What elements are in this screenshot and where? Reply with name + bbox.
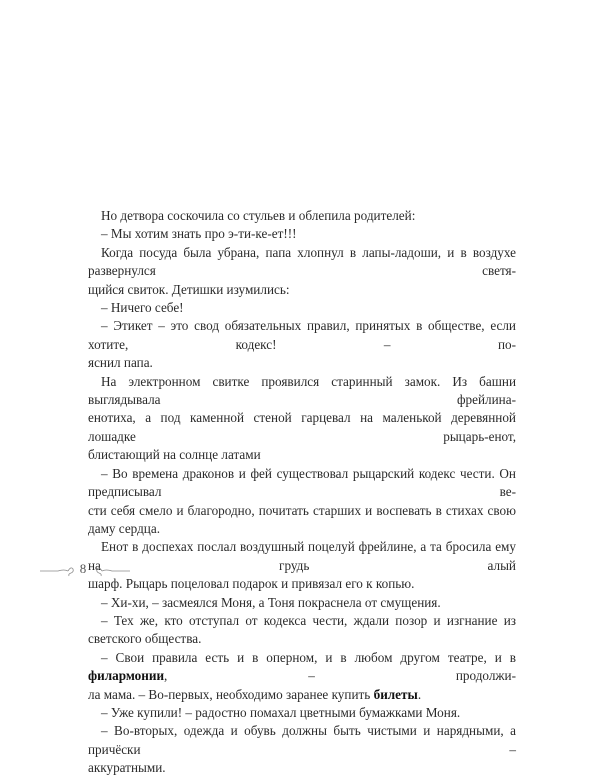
paragraph-1: [88, 207, 516, 225]
paragraph-3: [88, 244, 516, 299]
text-run: ла мама. – Во-первых, необходимо заранее купить: [88, 686, 374, 702]
page-number: 8: [79, 561, 87, 576]
text-line: Когда посуда была убрана, папа хлопнул в лапы-ладоши, и в воздухе развернулся светя-: [88, 244, 516, 279]
page-text: [88, 207, 516, 778]
text-line: – Мы хотим знать про э-ти-ке-ет!!!: [101, 226, 297, 242]
text-run: , – продолжи-: [164, 668, 516, 684]
text-line: щийся свиток. Детишки изумились:: [88, 281, 290, 297]
text-run: – Свои правила есть и в оперном, и в любом другом театре, и в: [101, 649, 516, 665]
paragraph-2: [88, 225, 516, 243]
text-line: [88, 686, 516, 704]
text-line: На электронном свитке проявился старинный замок. Из башни выглядывала фрейлина-: [88, 373, 516, 408]
text-line: – Хи-хи, – засмеялся Моня, а Тоня покраснела от смущения.: [101, 594, 441, 610]
text-line: [88, 649, 516, 686]
text-line: – Уже купили! – радостно помахал цветными бумажками Моня.: [101, 704, 461, 720]
page-footer: [40, 560, 130, 580]
text-line: – Тех же, кто отступал от кодекса чести, ждали позор и изгнание из светского общества.: [88, 612, 516, 647]
paragraph-9: [88, 594, 516, 612]
paragraph-6: [88, 373, 516, 465]
text-run: .: [417, 686, 422, 702]
text-line: – Во-вторых, одежда и обувь должны быть чистыми и нарядными, а причёски –: [88, 723, 516, 757]
paragraph-11: [88, 649, 516, 704]
text-line: – Во времена драконов и фей существовал рыцарский кодекс чести. Он предписывал ве-: [88, 465, 516, 500]
text-line: – Этикет – это свод обязательных правил, принятых в обществе, если хотите, кодекс! – по-: [88, 318, 516, 352]
paragraph-7: [88, 465, 516, 539]
text-line: сти себя смело и благородно, почитать старших и воспевать в стихах свою даму сердца.: [88, 502, 516, 536]
paragraph-10: [88, 612, 516, 649]
text-line: шарф. Рыцарь поцеловал подарок и привязал его к копью.: [88, 576, 415, 592]
bold-term: филармонии: [88, 668, 165, 684]
bold-term: билеты: [373, 686, 418, 702]
text-line: енотиха, а под каменной стеной гарцевал на маленькой деревянной лошадке рыцарь-енот,: [88, 410, 516, 444]
text-line: аккуратными.: [88, 760, 166, 776]
paragraph-5: [88, 317, 516, 372]
paragraph-12: [88, 704, 516, 722]
paragraph-4: [88, 299, 516, 317]
text-line: – Ничего себе!: [101, 300, 184, 316]
text-line: Енот в доспехах послал воздушный поцелуй фрейлине, а та бросила ему на грудь алый: [88, 539, 516, 573]
paragraph-8: [88, 538, 516, 593]
text-line: яснил папа.: [88, 355, 153, 371]
text-line: Но детвора соскочила со стульев и облепила родителей:: [101, 208, 416, 223]
text-line: блистающий на солнце латами: [88, 447, 261, 463]
